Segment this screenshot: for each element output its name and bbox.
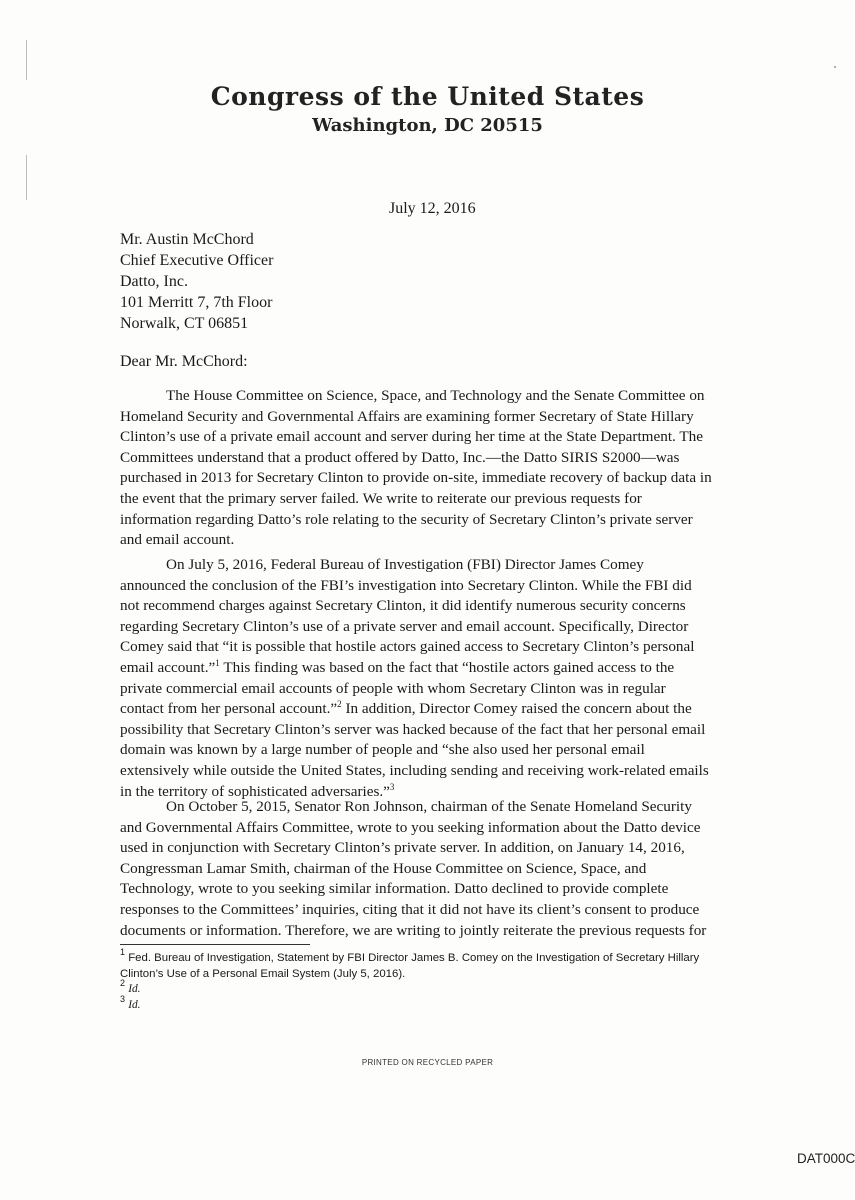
footnote-ref: 1 [215, 657, 220, 668]
footnote-number: 3 [120, 993, 126, 1004]
recipient-address [120, 229, 273, 334]
recipient-line: Datto, Inc. [120, 273, 188, 290]
footnotes [120, 947, 760, 1013]
scan-margin-line [26, 40, 27, 80]
paragraph-line: The House Committee on Science, Space, and Technology and the Senate Committee on [166, 387, 705, 404]
footnote-line: Clinton’s Use of a Personal Email System (July 5, 2016). [120, 967, 406, 980]
body-paragraph-3 [120, 797, 750, 941]
scan-margin-line [26, 155, 27, 200]
paragraph-line: Homeland Security and Governmental Affairs are examining former Secretary of State Hillary [120, 407, 694, 425]
paragraph-line: in the territory of sophisticated adversaries.”$^3$ [120, 781, 395, 800]
footnote-line: $^2$ Id. [120, 978, 141, 995]
footnote-line: $^3$ Id. [120, 993, 141, 1011]
letter-date: July 12, 2016 [389, 200, 476, 217]
paragraph-line: possibility that Secretary Clinton’s server was hacked because of the fact that her personal email [120, 720, 706, 738]
paragraph-line: Committees understand that a product offered by Datto, Inc.—the Datto SIRIS S2000—was [120, 448, 680, 466]
paragraph-line: the event that the primary server failed. We write to reiterate our previous requests for [120, 489, 642, 507]
paragraph-line: not recommend charges against Secretary Clinton, it did identify numerous security concerns [120, 597, 686, 615]
paragraph-line: contact from her personal account.”$^2$ In addition, Director Comey raised the concern about the [120, 699, 692, 718]
footnote-number: 2 [120, 978, 126, 988]
recipient-line: Norwalk, CT 06851 [120, 315, 249, 332]
paragraph-line: purchased in 2013 for Secretary Clinton to provide on-site, immediate recovery of backup data in [120, 469, 712, 487]
paragraph-line: Congressman Lamar Smith, chairman of the House Committee on Science, Space, and [120, 859, 647, 877]
paragraph-line: email account.”$^1$ This finding was based on the fact that “hostile actors gained access to the [120, 657, 675, 676]
paragraph-line: and Governmental Affairs Committee, wrote to you seeking information about the Datto device [120, 818, 701, 836]
recipient-line: Mr. Austin McChord [120, 231, 254, 248]
paragraph-line: documents or information. Therefore, we are writing to jointly reiterate the previous requests for [120, 921, 707, 939]
printed-on-recycled-paper: PRINTED ON RECYCLED PAPER [361, 1058, 494, 1067]
footnote-line: $^1$ Fed. Bureau of Investigation, Statement by FBI Director James B. Comey on the Investigation of Secretary Hillary [120, 947, 700, 964]
body-paragraph-1 [120, 386, 750, 551]
recipient-line: Chief Executive Officer [120, 252, 274, 269]
letterhead-title: Congress of the United States [210, 82, 645, 111]
paragraph-line: regarding Secretary Clinton’s use of a private server and email account. Specifically, Director [120, 617, 689, 635]
footnote-rule [120, 944, 310, 945]
paragraph-line: responses to the Committees’ inquiries, citing that it did not have its client’s consent to produce [120, 900, 700, 918]
paragraph-line: On July 5, 2016, Federal Bureau of Investigation (FBI) Director James Comey [166, 556, 644, 573]
paragraph-line: Clinton’s use of a private email account and server during her time at the State Department. The [120, 428, 703, 446]
paragraph-line: and email account. [120, 531, 235, 549]
paragraph-line: On October 5, 2015, Senator Ron Johnson, chairman of the Senate Homeland Security [166, 798, 692, 815]
paragraph-line: domain was known by a large number of people and “she also used her personal email [120, 741, 645, 759]
footnote-ref: 2 [337, 699, 342, 710]
bates-number: DAT000C [797, 1151, 855, 1166]
recipient-line: 101 Merritt 7, 7th Floor [120, 294, 273, 311]
paragraph-line: extensively while outside the United States, including sending and receiving work-related emails [120, 761, 709, 779]
paragraph-line: Technology, wrote to you seeking similar information. Datto declined to provide complete [120, 880, 669, 898]
paragraph-line: private commercial email accounts of people with whom Secretary Clinton was in regular [120, 679, 666, 697]
footnote-number: 1 [120, 947, 126, 957]
letterhead-address: Washington, DC 20515 [312, 115, 543, 136]
paragraph-line: information regarding Datto’s role relating to the security of Secretary Clinton’s private server [120, 510, 693, 528]
paragraph-line: used in conjunction with Secretary Clinton’s private server. In addition, on January 14, 2016, [120, 839, 685, 857]
scan-speck [834, 66, 836, 68]
body-paragraph-2 [120, 555, 750, 802]
salutation: Dear Mr. McChord: [120, 353, 248, 370]
paragraph-line: Comey said that “it is possible that hostile actors gained access to Secretary Clinton’s personal [120, 638, 695, 656]
footnote-ref: 3 [389, 781, 395, 792]
paragraph-line: announced the conclusion of the FBI’s investigation into Secretary Clinton. While the FBI did [120, 576, 692, 594]
